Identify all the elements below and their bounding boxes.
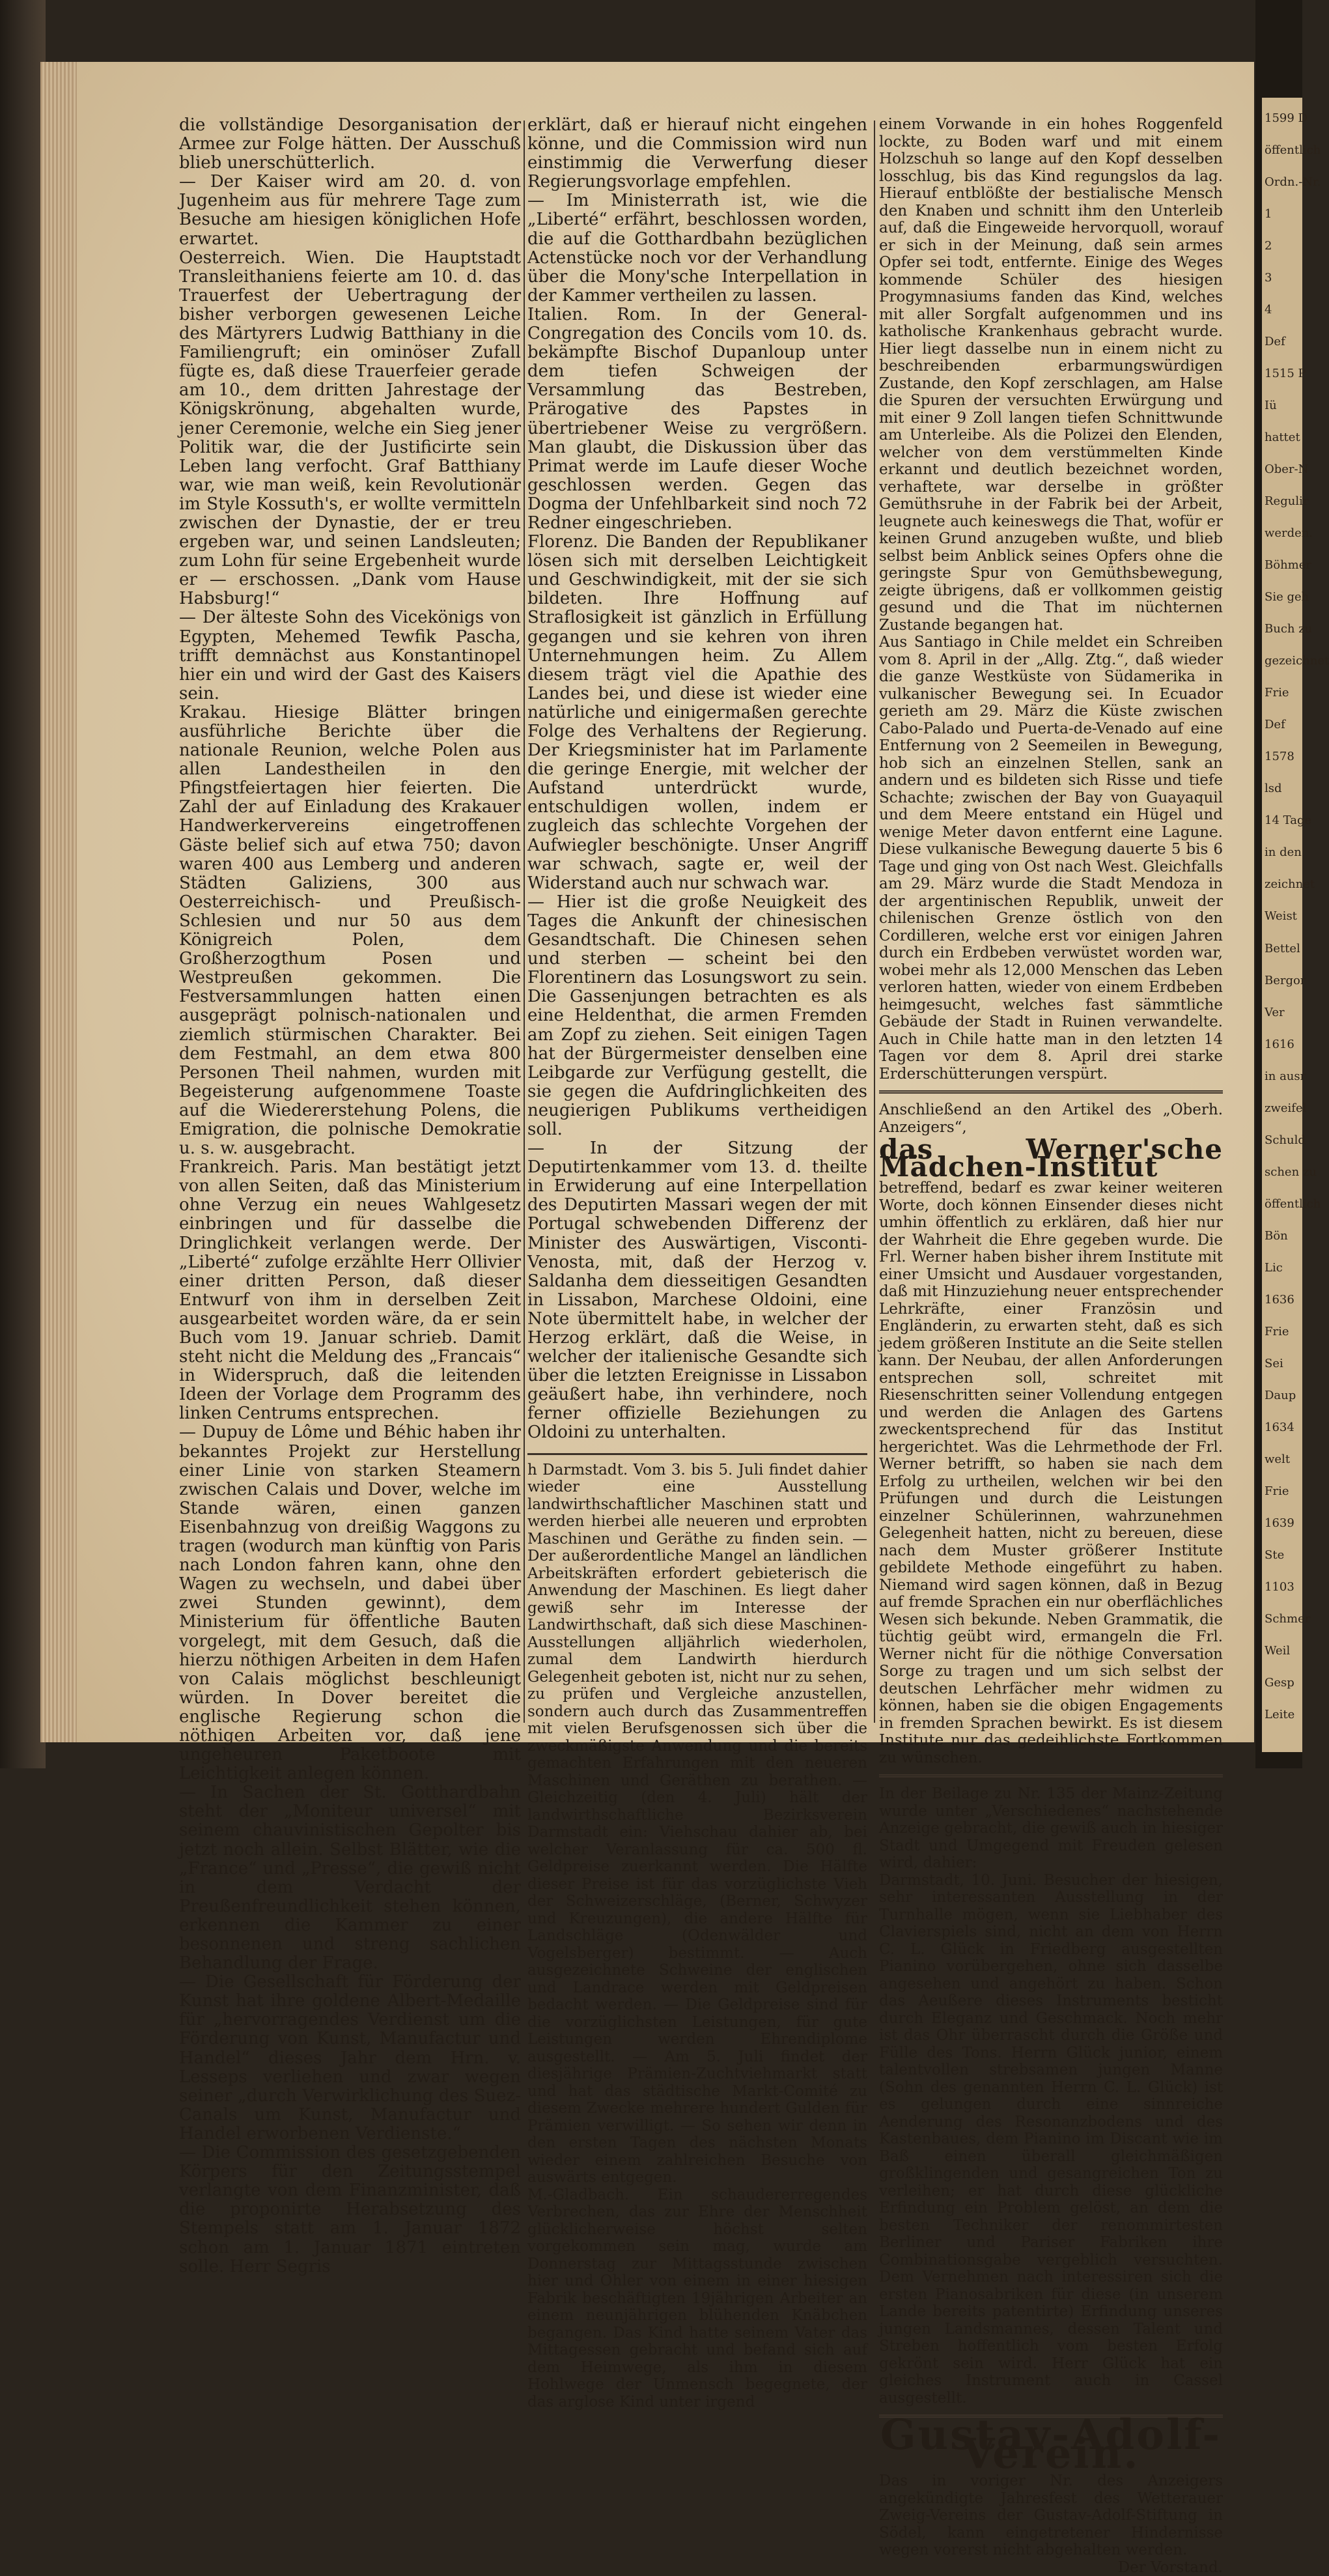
gustav-adolf-body: Das in voriger Nr. des Anzeigers angekündigte Jahresfest des Wetterauer Zweig-Vereins der Gustav-Adolf-Stiftung in Södel, kann eingetretener Hindernisse wegen vorerst nicht abgehalten werden. [879,2472,1223,2559]
werner-intro: Anschließend an den Artikel des „Oberh. Anzeigers“, [879,1101,1223,1136]
adjacent-page-text: Schuld [1265,1133,1306,1147]
adjacent-page-text: Sei [1265,1356,1283,1370]
adjacent-page-text: Lic [1265,1260,1283,1275]
adjacent-page-text: in ausr [1265,1069,1306,1083]
adjacent-page-text: Iü [1265,399,1277,413]
paragraph: die vollständige Desorganisation der Armee zur Folge hätten. Der Ausschuß blieb unerschütterlich. [179,115,521,173]
adjacent-page-text: 1578 [1265,750,1294,764]
werner-title: das Werner'sche Mädchen-Institut [879,1133,1223,1183]
adjacent-page-text: Ober-N [1265,462,1309,477]
column-rule [874,120,875,1723]
adjacent-page-text: zeichnet [1265,877,1315,892]
adjacent-page-text: Ver [1265,1005,1285,1019]
adjacent-page-text: Frie [1265,1484,1289,1498]
adjacent-page-text: Bön [1265,1228,1288,1243]
adjacent-page-text: Böhmer [1265,558,1311,573]
adjacent-page-text: 1515 P [1265,367,1306,381]
adjacent-page-text: 1636 [1265,1292,1294,1307]
adjacent-page-text: in den [1265,845,1302,860]
paragraph: In der Beilage zu Nr. 135 der Mainz-Zeitung wurde unter „Verschiedenes“ nachstehende Anzeige gebracht, die gewiß auch in hiesiger Stadt und Umgegend mit Freuden gelesen wird, dahier: [879,1785,1223,1871]
paragraph: h Darmstadt. Vom 3. bis 5. Juli findet dahier wieder eine Ausstellung landwirthschaftlicher Maschinen statt und werden hierbei alle neueren und erprobten Maschinen und Geräthe zu finden sein. — Der außerordentliche Mangel an ländlichen Arbeitskräften erfordert gebieterisch die Anwendung der Maschinen. Es liegt daher gewiß sehr im Interesse der Landwirthschaft, daß sich diese Maschinen-Ausstellungen alljährlich wiederholen, zumal dem Landwirth hierdurch Gelegenheit geboten ist, nicht nur zu sehen, zu prüfen und Vergleiche anzustellen, sondern auch durch das Zusammentreffen mit vielen Berufsgenossen sich über die zweckmäßigste Anwendung und die bereits gemachten Erfahrungen mit den neueren Maschinen und Geräthen zu berathen. — Gleichzeitig (den 4. Juli) hält der landwirthschaftliche Bezirksverein Darmstadt ein: Viehschau dahier ab, bei welcher Veranlassung für ca. 500 fl. Geldpreise zuerkannt werden. Die Hälfte dieser Preise ist für das vorzüglichste Vieh der Schweizerschläge, (Berner, Schwyzer und Kreuzungen), die andere Hälfte für Landschläge (Odenwälder und Vogelsberger) bestimmt. — Auch ausgezeichnete Schweine der englischen und Landrace werden mit Geldpreisen bedacht werden. — Die Geldpreise sind für die vorzüglichsten Leistungen, für gute Leistungen werden Ehrendiplome ausgestellt. — Am 5. Juli findet der diesjährige Prämien-Zuchtviehmarkt statt und hat das städtische Markt-Comité zu diesem Zwecke mehrere hundert Gulden für Prämien verwilligt. — So sehen wir denn in den ersten Tagen des nächsten Monats wieder einem zahlreichen Besuche von auswärts entgegen. [527,1461,867,2187]
adjacent-page-text: 1616 [1265,1037,1294,1051]
adjacent-page-text: Weist [1265,909,1297,924]
adjacent-page-text: 2 [1265,239,1272,253]
adjacent-page-text: 1639 [1265,1516,1294,1530]
adjacent-page-text: 1599 D [1265,111,1308,125]
adjacent-page-text: lsd [1265,782,1282,796]
adjacent-page-text: Regulir [1265,494,1309,509]
paragraph: — In Sachen der St. Gotthardbahn steht der „Moniteur universel“ mit seinem chauvinistischen Gepolter bis jetzt noch allein. Selbst Blätter, wie die „France“ und „Presse“, die gewiß nicht in dem Verdacht der Preußenfreundlichkeit stehen können, erkennen die Kammer zu einer besonnenen und streng sachlichen Behandlung der Frage. [179,1783,521,1974]
adjacent-page-text: Def [1265,335,1285,349]
adjacent-page-text: Schmer [1265,1611,1311,1626]
paragraph: — Die Commission des gesetzgebenden Körpers für den Zeitungsstempel verlangte von dem Finanzminister, daß die proponirte Herabsetzung des Stempels statt am 1. Januar 1872 schon am 1. Januar 1871 eintreten solle. Herr Segris [179,2143,521,2276]
section-rule [527,1453,867,1455]
paragraph: Aus Santiago in Chile meldet ein Schreiben vom 8. April in der „Allg. Ztg.“, daß wieder die ganze Westküste von Südamerika in vulkanischer Bewegung sei. In Ecuador gerieth am 29. März die Küste zwischen Cabo-Palado und Puerta-de-Venado auf eine Entfernung von 2 Seemeilen in Bewegung, hob sich an einzelnen Stellen, sank an andern und es bildeten sich Risse und tiefe Schachte; zwischen der Bay von Guayaquil und dem Meere entstand ein Hügel und wenige Meter davon entfernt eine Lagune. Diese vulkanische Bewegung dauerte 5 bis 6 Tage und ging von Ost nach West. Gleichfalls am 29. März wurde die Stadt Mendoza in der argentinischen Republik, unweit der chilenischen Grenze östlich von den Cordilleren, welche erst vor einigen Jahren durch ein Erdbeben verwüstet worden war, wobei mehr als 12,000 Menschen das Leben verloren hatten, wieder von einem Erdbeben heimgesucht, welches fast sämmtliche Gebäude der Stadt in Ruinen verwandelte. Auch in Chile hatte man in den letzten 14 Tagen vor dem 8. April drei starke Erderschütterungen verspürt. [879,634,1223,1083]
adjacent-page-text: Leite [1265,1707,1295,1721]
book-binding [0,0,46,1768]
paragraph: — Der älteste Sohn des Vicekönigs von Egypten, Mehemed Tewfik Pascha, trifft demnächst aus Konstantinopel hier ein und wird der Gast des Kaisers sein. [179,608,521,703]
adjacent-page-text: Frie [1265,1324,1289,1338]
paragraph: M.-Gladbach. Ein schaudererregendes Verbrechen, das zur Ehre der Menschheit glücklicherweise höchst selten vorgekommen sein mag, wurde am Donnerstag zur Mittagsstunde zwischen hier und Ohler von einem in einer hiesigen Fabrik beschäftigten 19jährigen Arbeiter an einem neunjährigen blühenden Knäbchen begangen. Das Kind hatte seinem Vater das Mittagessen gebracht und befand sich auf dem Heimwege, als ihm in diesem Hohlwege der Unmensch begegnete, der das arglose Kind unter irgend [527,2186,867,2411]
adjacent-page-text: zweifel [1265,1101,1307,1115]
werner-body: betreffend, bedarf es zwar keiner weiteren Worte, doch können Einsender dieses nicht umhin öffentlich zu erklären, daß hier nur der Wahrheit die Ehre gegeben wurde. Die Frl. Werner haben bisher ihrem Institute mit einer Umsicht und Ausdauer vorgestanden, daß mit Hinzuziehung neuer entsprechender Lehrkräfte, einer Französin und Engländerin, zu erwarten steht, daß es sich jedem größeren Institute an die Seite stellen kann. Der Neubau, der allen Anforderungen entsprechen soll, schreitet mit Riesenschritten seiner Vollendung entgegen und werden die Anlagen des Gartens zweckentsprechend für das Institut hergerichtet. Was die Lehrmethode der Frl. Werner betrifft, so haben sie nach dem Erfolg zu urtheilen, welchen wir bei den Prüfungen und durch die Leistungen einzelner Schülerinnen, wahrzunehmen Gelegenheit hatten, nicht zu bereuen, diese nach dem Muster größerer Institute gebildete Methode eingeführt zu haben. Niemand wird sagen können, daß in Bezug auf fremde Sprachen ein nur oberflächliches Wesen sich bekunde. Neben Grammatik, die tüchtig geübt wird, ermangeln die Frl. Werner nicht für die nöthige Conversation Sorge zu tragen und um sich selbst der deutschen Lehrfächer mehr widmen zu können, haben sie die obigen Engagements in fremden Sprachen bewirkt. Es ist diesem Institute nur das gedeihlichste Fortkommen zu wünschen. [879,1180,1223,1766]
paragraph: — Hier ist die große Neuigkeit des Tages die Ankunft der chinesischen Gesandtschaft. Die Chinesen sehen und sterben — scheint bei den Florentinern das Losungswort zu sein. Die Gassenjungen betrachten es als eine Heldenthat, die armen Fremden am Zopf zu ziehen. Seit einigen Tagen hat der Bürgermeister denselben eine Leibgarde zur Verfügung gestellt, die sie gegen die Aufdringlichkeiten des neugierigen Publikums vertheidigen soll. [527,892,867,1139]
adjacent-page-text: Sie geh [1265,590,1309,604]
adjacent-page-text: 14 Tage [1265,814,1312,828]
adjacent-page-text: 4 [1265,303,1272,317]
adjacent-page-text: Daup [1265,1388,1296,1402]
section-rule [879,1090,1223,1094]
gustav-adolf-title: Gustav-Adolf-Verein. [880,2411,1222,2479]
paragraph: Darmstadt, 10. Juni. Besucher der hiesigen, sehr interessanten Ausstellung in der Turnhalle mögen, wenn sie Liebhaber des Clavierspiels sind, nicht an dem von Herrn C. L. Glück in Friedberg ausgestellten Pianino vorübergehen, ohne sich dasselbe angesehen und angehört zu haben. Schon das Aeußere dieses Instruments besticht durch Eleganz und Geschmack. Noch mehr ist das Ohr überrascht durch die Größe und Fülle des Tons. Herrn Glück junior, einem talentvollen strebsamen jungen Manne (Sohn des genannten Herrn C. L. Glück) ist es gelungen durch eine sinnreiche Aenderung des Resonanzbodens und des Kastenbaues, dem Pianino im Discant wie im Baß einen überall gleichmäßigen großklingenden und gesangreichen Ton zu verleihen; er hat durch diese glückliche Erfindung ein Problem gelöst, an dem die besten Techniker der renommirtesten Berliner und Pariser Fabriken ihre Combinationsgabe vergeblich versuchten. Dem Vernehmen nach interessiren sich die ersten Pianosabriken für diese (in unserem Lande bereits patentirte) Erfindung unseres jungen Landsmannes, dessen Talent und Streben hoffentlich vom besten Erfolg gekrönt sein wird. Herr Glück hat ein gleiches Instrument auch in Cassel ausgestellt. [879,1871,1223,2407]
paragraph: — Im Ministerrath ist, wie die „Liberté“ erfährt, beschlossen worden, die auf die Gotthardbahn bezüglichen Actenstücke noch vor der Verhandlung über die Mony'sche Interpellation in der Kammer vertheilen zu lassen. [527,191,867,305]
adjacent-page-text: Weil [1265,1643,1291,1658]
adjacent-page-text: Buch zu [1265,622,1313,636]
adjacent-page-text: hattet [1265,431,1300,445]
adjacent-page-text: Bettel [1265,941,1300,955]
adjacent-page-text: gezeichnet [1265,654,1329,668]
adjacent-page-text: werden. [1265,526,1313,541]
paragraph: Oesterreich. Wien. Die Hauptstadt Transleithaniens feierte am 10. d. das Trauerfest der Uebertragung der bisher verborgen gewesenen Leiche des Märtyrers Ludwig Batthiany in die Familiengruft; ein ominöser Zufall fügte es, daß diese Trauerfeier gerade am 10., dem dritten Jahrestage der Königskrönung, abgehalten wurde, jener Ceremonie, welche ein Sieg jener Politik war, die der Justificirte sein Leben lang verfocht. Graf Batthiany war, wie man weiß, kein Revolutionär im Style Kossuth's, er wollte vermitteln zwischen der Dynastie, der er treu ergeben war, und seinen Landsleuten; zum Lohn für seine Ergebenheit wurde er — erschossen. „Dank vom Hause Habsburg!“ [179,248,521,609]
adjacent-page-fragment [1262,98,1329,1752]
adjacent-page-text: 1634 [1265,1420,1294,1434]
paragraph: Frankreich. Paris. Man bestätigt jetzt von allen Seiten, daß das Ministerium ohne Verzug ein neues Wahlgesetz einbringen und für dasselbe die Dringlichkeit verlangen werde. Der „Liberté“ zufolge erzählte Herr Ollivier einer dritten Person, daß dieser Entwurf von ihm in derselben Zeit ausgearbeitet worden wäre, da er sein Buch vom 19. Januar schrieb. Damit steht nicht die Meldung des „Francais“ in Widerspruch, daß die leitenden Ideen der Vorlage dem Programm des linken Centrums entsprechen. [179,1157,521,1424]
adjacent-page-text: Ste [1265,1548,1285,1562]
column-rule [524,120,525,1723]
adjacent-page-text: Bergor [1265,973,1306,987]
adjacent-page-text: Frie [1265,686,1289,700]
adjacent-page-text: Ordn.-Nr. [1265,175,1321,190]
paragraph: erklärt, daß er hierauf nicht eingehen könne, und die Commission wird nun einstimmig die Verwerfung dieser Regierungsvorlage empfehlen. [527,115,867,192]
adjacent-page-text: öffentlich [1265,143,1321,158]
paragraph: Florenz. Die Banden der Republikaner lösen sich mit derselben Leichtigkeit und Geschwindigkeit, mit der sie sich bildeten. Ihre Hoffnung auf Straflosigkeit ist gänzlich in Erfüllung gegangen und sie kehren von ihren Unternehmungen heim. Zu Allem diesem trägt viel die Apathie des Landes bei, und diese ist wieder eine natürliche und einigermaßen gerechte Folge des Verhaltens der Regierung. Der Kriegsminister hat im Parlamente die geringe Energie, mit welcher der Aufstand unterdrückt wurde, entschuldigen wollen, indem er zugleich das schlechte Vorgehen der Aufwiegler beschönigte. Unser Angriff war schwach, sagte er, weil der Widerstand auch nur schwach war. [527,532,867,893]
paragraph: — Der Kaiser wird am 20. d. von Jugenheim aus für mehrere Tage zum Besuche am hiesigen königlichen Hofe erwartet. [179,172,521,249]
adjacent-page-text: Gesp [1265,1675,1294,1690]
adjacent-page-text: welt [1265,1452,1291,1466]
paragraph: einem Vorwande in ein hohes Roggenfeld lockte, zu Boden warf und mit einem Holzschuh so lange auf den Kopf desselben losschlug, bis das Kind regungslos da lag. Hierauf entblößte der bestialische Mensch den Knaben und schnitt ihm den Unterleib auf, daß die Eingeweide hervorquoll, worauf er sich in der Meinung, daß sein armes Opfer sei todt, entfernte. Einige des Weges kommende Schüler des hiesigen Progymnasiums fanden das Kind, welches mit aller Sorgfalt aufgenommen und ins katholische Krankenhaus gebracht wurde. Hier liegt dasselbe nun in einem nicht zu beschreibenden erbarmungswürdigen Zustande, den Kopf zerschlagen, am Halse die Spuren der versuchten Erwürgung und mit einer 9 Zoll langen tiefen Schnittwunde am Unterleibe. Als die Polizei den Elenden, welcher von dem verstümmelten Kinde erkannt und deutlich bezeichnet worden, verhaftete, war derselbe in größter Gemüthsruhe in der Fabrik bei der Arbeit, leugnete auch keineswegs die That, wofür er keinen Grund anzugeben wußte, und blieb selbst beim Anblick seines Opfers ohne die geringste Spur von Gemüthsbewegung, zeigte übrigens, daß er vollkommen geistig gesund und die That im nüchternen Zustande begangen hat. [879,116,1223,634]
paragraph: Krakau. Hiesige Blätter bringen ausführliche Berichte über die nationale Reunion, welche Polen aus allen Landestheilen in den Pfingstfeiertagen hier feierten. Die Zahl der auf Einladung des Krakauer Handwerkervereins eingetroffenen Gäste belief sich auf etwa 750; davon waren 400 aus Lemberg und anderen Städten Galiziens, 300 aus Oesterreichisch- und Preußisch-Schlesien und nur 50 aus dem Königreich Polen, dem Großherzogthum Posen und Westpreußen gekommen. Die Festversammlungen hatten einen ausgeprägt polnisch-nationalen und ziemlich stürmischen Charakter. Bei dem Festmahl, an dem etwa 800 Personen Theil nahmen, wurden mit Begeisterung aufgenommene Toaste auf die Wiedererstehung Polens, die Emigration, die polnische Demokratie u. s. w. ausgebracht. [179,702,521,1159]
paragraph: — Dupuy de Lôme und Béhic haben ihr bekanntes Projekt zur Herstellung einer Linie von starken Steamern zwischen Calais und Dover, welche im Stande wären, einen ganzen Eisenbahnzug von dreißig Waggons zu tragen (wodurch man künftig von Paris nach London fahren kann, ohne den Wagen zu wechseln, und dabei über zwei Stunden gewinnt), dem Ministerium für öffentliche Bauten vorgelegt, mit dem Gesuch, daß die hierzu nöthigen Arbeiten in dem Hafen von Calais möglichst beschleunigt würden. In Dover bereitet die englische Regierung schon die nöthigen Arbeiten vor, daß jene ungeheuren Paketboote mit Leichtigkeit anlegen können. [179,1422,521,1784]
column-3 [879,116,1223,2576]
adjacent-page-text: öffentlich [1265,1196,1321,1211]
adjacent-page-text: schen zu [1265,1165,1317,1179]
adjacent-page-text: 3 [1265,271,1272,285]
paragraph: — In der Sitzung der Deputirtenkammer vom 13. d. theilte in Erwiderung auf eine Interpellation des Deputirten Massari wegen der mit Portugal schwebenden Differenz der Minister des Auswärtigen, Visconti-Venosta, mit, daß der Herzog v. Saldanha dem diesseitigen Gesandten in Lissabon, Marchese Oldoini, eine Note übermittelt habe, in welcher der Herzog erklärt, daß die Weise, in welcher der italienische Gesandte sich über die letzten Ereignisse in Lissabon geäußert habe, ihn verhindere, noch ferner offizielle Beziehungen zu Oldoini zu unterhalten. [527,1139,867,1443]
column-1 [179,116,521,2276]
column-2 [527,116,867,2411]
paragraph: — Die Gesellschaft für Förderung der Kunst hat ihre goldene Albert-Medaille für „hervorragendes Verdienst um die Förderung von Kunst, Manufactur und Handel“ dieses Jahr dem Hrn. v. Lesseps verliehen und zwar wegen seiner „durch Verwirklichung des Suez-Canals um Kunst, Manufactur und Handel erworbenen Verdienste.“ [179,1972,521,2144]
adjacent-page-text: 1103 [1265,1579,1294,1594]
adjacent-page-text: 1 [1265,207,1272,221]
paragraph: Italien. Rom. In der General-Congregation des Concils vom 10. ds. bekämpfte Bischof Dupanloup unter dem tiefen Schweigen der Versammlung das Bestreben, Prärogative des Papstes in übertriebener Weise zu vergrößern. Man glaubt, die Diskussion über das Primat werde im Laufe dieser Woche geschlossen werden. Gegen das Dogma der Unfehlbarkeit sind noch 72 Redner eingeschrieben. [527,304,867,533]
adjacent-page-text: Def [1265,718,1285,732]
signature: Der Vorstand. [1117,2558,1223,2576]
section-rule [879,1774,1223,1777]
